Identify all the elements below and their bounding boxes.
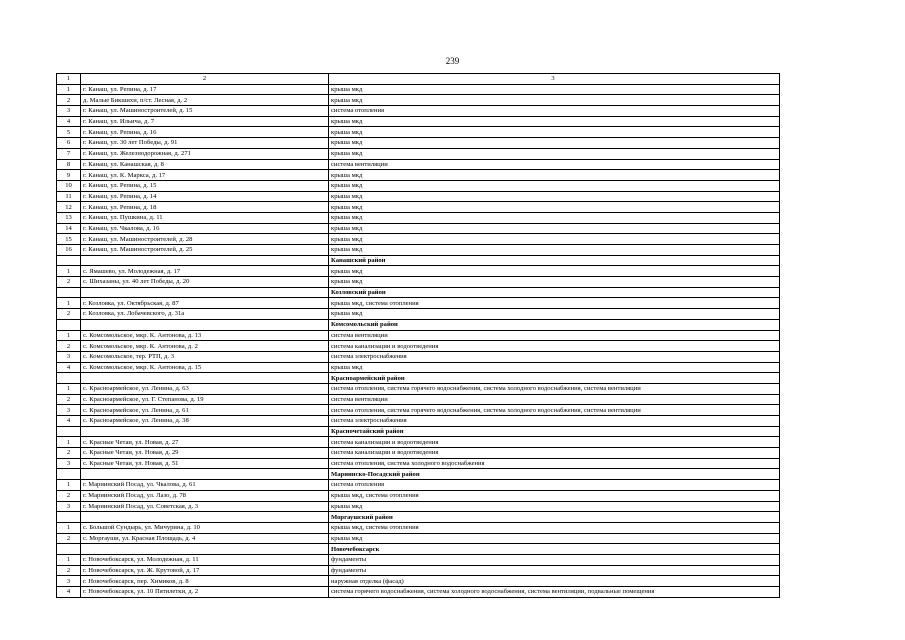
section-header-row bbox=[57, 544, 780, 555]
row-address: с. Красноармейское, ул. Г. Степанова, д. 19 bbox=[81, 394, 329, 405]
table-row bbox=[57, 127, 780, 138]
row-number: 12 bbox=[57, 202, 81, 213]
row-work-type: крыша мкд, система отопления bbox=[329, 490, 780, 501]
table-row bbox=[57, 458, 780, 469]
column-header-row bbox=[57, 74, 780, 85]
row-work-type: крыша мкд bbox=[329, 138, 780, 149]
row-work-type: система отопления bbox=[329, 480, 780, 491]
row-address: г. Канаш, ул. Машиностроителей, д. 15 bbox=[81, 106, 329, 117]
row-number: 1 bbox=[57, 437, 81, 448]
row-address: с. Комсомольское, мкр. К. Антонова, д. 13 bbox=[81, 330, 329, 341]
table-row bbox=[57, 234, 780, 245]
table-row bbox=[57, 180, 780, 191]
row-number: 4 bbox=[57, 362, 81, 373]
row-address: г. Канаш, ул. Репина, д. 18 bbox=[81, 202, 329, 213]
row-work-type: крыша мкд bbox=[329, 266, 780, 277]
registry-table bbox=[56, 73, 780, 598]
row-address: г. Канаш, ул. Железнодорожная, д. 271 bbox=[81, 148, 329, 159]
section-title: Моргаушский район bbox=[329, 512, 780, 523]
table-row bbox=[57, 223, 780, 234]
row-number: 2 bbox=[57, 533, 81, 544]
section-header-row bbox=[57, 426, 780, 437]
row-number: 1 bbox=[57, 84, 81, 95]
table-row bbox=[57, 351, 780, 362]
empty-cell bbox=[57, 255, 81, 266]
table-row bbox=[57, 277, 780, 288]
row-number: 3 bbox=[57, 106, 81, 117]
row-number: 4 bbox=[57, 416, 81, 427]
row-address: с. Красноармейское, ул. Ленина, д. 38 bbox=[81, 416, 329, 427]
row-address: с. Красные Четаи, ул. Новая, д. 29 bbox=[81, 448, 329, 459]
table-row bbox=[57, 341, 780, 352]
row-address: с. Шихазаны, ул. 40 лет Победы, д. 20 bbox=[81, 277, 329, 288]
row-address: г. Канаш, ул. Машиностроителей, д. 25 bbox=[81, 245, 329, 256]
row-address: г. Канаш, ул. Канашская, д. 8 bbox=[81, 159, 329, 170]
empty-cell bbox=[81, 373, 329, 384]
row-number: 2 bbox=[57, 394, 81, 405]
row-work-type: фундаменты bbox=[329, 554, 780, 565]
table-row bbox=[57, 362, 780, 373]
empty-cell bbox=[81, 426, 329, 437]
row-number: 2 bbox=[57, 490, 81, 501]
empty-cell bbox=[57, 469, 81, 480]
row-address: г. Мариинский Посад, ул. Советская, д. 3 bbox=[81, 501, 329, 512]
row-address: г. Канаш, ул. Машиностроителей, д. 28 bbox=[81, 234, 329, 245]
column-header-work: 3 bbox=[329, 74, 780, 85]
row-address: г. Канаш, ул. Ильича, д. 7 bbox=[81, 116, 329, 127]
table-row bbox=[57, 437, 780, 448]
row-number: 1 bbox=[57, 330, 81, 341]
table-row bbox=[57, 405, 780, 416]
row-address: г. Канаш, ул. Репина, д. 14 bbox=[81, 191, 329, 202]
row-number: 15 bbox=[57, 234, 81, 245]
row-number: 2 bbox=[57, 448, 81, 459]
empty-cell bbox=[81, 544, 329, 555]
row-address: с. Комсомольское, мкр. К. Антонова, д. 15 bbox=[81, 362, 329, 373]
row-number: 2 bbox=[57, 341, 81, 352]
table-row bbox=[57, 330, 780, 341]
page-number: 239 bbox=[445, 56, 460, 66]
table-row bbox=[57, 448, 780, 459]
row-number: 3 bbox=[57, 576, 81, 587]
row-address: с. Красные Четаи, ул. Новая, д. 51 bbox=[81, 458, 329, 469]
table-row bbox=[57, 159, 780, 170]
row-address: с. Моргауши, ул. Красная Площадь, д. 4 bbox=[81, 533, 329, 544]
row-number: 4 bbox=[57, 587, 81, 598]
table-row bbox=[57, 138, 780, 149]
table-body bbox=[57, 74, 780, 598]
row-address: г. Мариинский Посад, ул. Лазо, д. 78 bbox=[81, 490, 329, 501]
row-number: 13 bbox=[57, 212, 81, 223]
row-work-type: крыша мкд bbox=[329, 148, 780, 159]
row-number: 8 bbox=[57, 159, 81, 170]
row-number: 14 bbox=[57, 223, 81, 234]
table-row bbox=[57, 554, 780, 565]
section-title: Мариинско-Посадский район bbox=[329, 469, 780, 480]
table-row bbox=[57, 266, 780, 277]
row-address: с. Комсомольское, мкр. К. Антонова, д. 2 bbox=[81, 341, 329, 352]
row-work-type: крыша мкд bbox=[329, 212, 780, 223]
row-address: с. Большой Сундырь, ул. Мичурина, д. 10 bbox=[81, 522, 329, 533]
row-address: г. Мариинский Посад, ул. Чкалова, д. 61 bbox=[81, 480, 329, 491]
table-row bbox=[57, 298, 780, 309]
section-title: Новочебоксарск bbox=[329, 544, 780, 555]
empty-cell bbox=[81, 512, 329, 523]
table-row bbox=[57, 191, 780, 202]
row-work-type: система электроснабжения bbox=[329, 351, 780, 362]
table-row bbox=[57, 116, 780, 127]
row-work-type: система канализации и водоотведения bbox=[329, 437, 780, 448]
row-number: 7 bbox=[57, 148, 81, 159]
table-row bbox=[57, 533, 780, 544]
row-work-type: система отопления, система холодного водоснабжения bbox=[329, 458, 780, 469]
table-row bbox=[57, 212, 780, 223]
empty-cell bbox=[81, 287, 329, 298]
section-header-row bbox=[57, 373, 780, 384]
row-address: г. Канаш, ул. Репина, д. 16 bbox=[81, 127, 329, 138]
table-row bbox=[57, 480, 780, 491]
row-address: с. Красноармейское, ул. Ленина, д. 61 bbox=[81, 405, 329, 416]
row-work-type: система канализации и водоотведения bbox=[329, 448, 780, 459]
row-number: 6 bbox=[57, 138, 81, 149]
row-work-type: наружная отделка (фасад) bbox=[329, 576, 780, 587]
row-number: 3 bbox=[57, 351, 81, 362]
row-work-type: система вентиляции bbox=[329, 394, 780, 405]
row-work-type: крыша мкд, система отопления bbox=[329, 298, 780, 309]
row-address: г. Новочебоксарск, ул. 10 Пятилетки, д. 2 bbox=[81, 587, 329, 598]
section-header-row bbox=[57, 287, 780, 298]
table-row bbox=[57, 522, 780, 533]
row-number: 2 bbox=[57, 565, 81, 576]
empty-cell bbox=[57, 544, 81, 555]
row-address: г. Канаш, ул. Чкалова, д. 16 bbox=[81, 223, 329, 234]
row-work-type: крыша мкд bbox=[329, 234, 780, 245]
row-work-type: крыша мкд bbox=[329, 533, 780, 544]
empty-cell bbox=[81, 319, 329, 330]
row-work-type: крыша мкд bbox=[329, 116, 780, 127]
row-work-type: система отопления, система горячего водоснабжения, система холодного водоснабжения, система вентиляции bbox=[329, 405, 780, 416]
row-work-type: фундаменты bbox=[329, 565, 780, 576]
section-title: Красночетайский район bbox=[329, 426, 780, 437]
row-work-type: крыша мкд bbox=[329, 127, 780, 138]
row-work-type: крыша мкд bbox=[329, 501, 780, 512]
row-work-type: крыша мкд bbox=[329, 277, 780, 288]
table-row bbox=[57, 394, 780, 405]
row-work-type: крыша мкд, система отопления bbox=[329, 522, 780, 533]
section-title: Комсомольский район bbox=[329, 319, 780, 330]
section-header-row bbox=[57, 469, 780, 480]
table-row bbox=[57, 587, 780, 598]
row-address: г. Новочебоксарск, ул. Молодежная, д. 11 bbox=[81, 554, 329, 565]
section-header-row bbox=[57, 512, 780, 523]
table-row bbox=[57, 490, 780, 501]
table-row bbox=[57, 576, 780, 587]
empty-cell bbox=[57, 426, 81, 437]
row-number: 3 bbox=[57, 405, 81, 416]
row-work-type: крыша мкд bbox=[329, 191, 780, 202]
column-header-number: 1 bbox=[57, 74, 81, 85]
row-work-type: крыша мкд bbox=[329, 362, 780, 373]
row-address: г. Канаш, ул. 30 лет Победы, д. 91 bbox=[81, 138, 329, 149]
table-row bbox=[57, 383, 780, 394]
table-row bbox=[57, 202, 780, 213]
row-address: с. Красноармейское, ул. Ленина, д. 63 bbox=[81, 383, 329, 394]
table-row bbox=[57, 148, 780, 159]
row-number: 2 bbox=[57, 95, 81, 106]
table-row bbox=[57, 309, 780, 320]
row-work-type: система отопления bbox=[329, 106, 780, 117]
section-header-row bbox=[57, 255, 780, 266]
section-title: Канашский район bbox=[329, 255, 780, 266]
section-title: Красноармейский район bbox=[329, 373, 780, 384]
row-number: 11 bbox=[57, 191, 81, 202]
row-address: г. Новочебоксарск, пер. Химиков, д. 8 bbox=[81, 576, 329, 587]
row-address: г. Канаш, ул. Репина, д. 17 bbox=[81, 84, 329, 95]
empty-cell bbox=[57, 319, 81, 330]
table-row bbox=[57, 84, 780, 95]
column-header-address: 2 bbox=[81, 74, 329, 85]
row-number: 3 bbox=[57, 458, 81, 469]
row-work-type: крыша мкд bbox=[329, 223, 780, 234]
row-address: г. Козловка, ул. Октябрьская, д. 87 bbox=[81, 298, 329, 309]
row-work-type: система горячего водоснабжения, система холодного водоснабжения, система вентиляции, подвальные помещения bbox=[329, 587, 780, 598]
row-address: г. Канаш, ул. Репина, д. 15 bbox=[81, 180, 329, 191]
row-work-type: крыша мкд bbox=[329, 84, 780, 95]
table-row bbox=[57, 95, 780, 106]
row-work-type: крыша мкд bbox=[329, 180, 780, 191]
row-number: 10 bbox=[57, 180, 81, 191]
table-row bbox=[57, 170, 780, 181]
row-work-type: крыша мкд bbox=[329, 170, 780, 181]
row-address: г. Канаш, ул. К. Маркса, д. 17 bbox=[81, 170, 329, 181]
row-work-type: система отопления, система горячего водоснабжения, система холодного водоснабжения, система вентиляции bbox=[329, 383, 780, 394]
row-number: 1 bbox=[57, 298, 81, 309]
empty-cell bbox=[81, 255, 329, 266]
row-address: г. Козловка, ул. Лобачевского, д. 31а bbox=[81, 309, 329, 320]
row-number: 4 bbox=[57, 116, 81, 127]
empty-cell bbox=[57, 287, 81, 298]
row-number: 2 bbox=[57, 277, 81, 288]
row-work-type: система канализации и водоотведения bbox=[329, 341, 780, 352]
table-row bbox=[57, 245, 780, 256]
row-number: 1 bbox=[57, 266, 81, 277]
empty-cell bbox=[81, 469, 329, 480]
row-number: 1 bbox=[57, 383, 81, 394]
row-number: 16 bbox=[57, 245, 81, 256]
table-row bbox=[57, 501, 780, 512]
row-number: 1 bbox=[57, 522, 81, 533]
empty-cell bbox=[57, 512, 81, 523]
row-address: г. Канаш, ул. Пушкина, д. 11 bbox=[81, 212, 329, 223]
row-number: 9 bbox=[57, 170, 81, 181]
row-number: 1 bbox=[57, 554, 81, 565]
row-number: 3 bbox=[57, 501, 81, 512]
empty-cell bbox=[57, 373, 81, 384]
row-address: д. Малые Бикшихи, п/ст. Лесная, д. 2 bbox=[81, 95, 329, 106]
row-number: 5 bbox=[57, 127, 81, 138]
row-number: 2 bbox=[57, 309, 81, 320]
row-number: 1 bbox=[57, 480, 81, 491]
row-work-type: крыша мкд bbox=[329, 309, 780, 320]
row-work-type: крыша мкд bbox=[329, 202, 780, 213]
section-title: Козловский район bbox=[329, 287, 780, 298]
row-address: с. Ямашево, ул. Молодежная, д. 17 bbox=[81, 266, 329, 277]
row-work-type: система вентиляции bbox=[329, 159, 780, 170]
table-row bbox=[57, 106, 780, 117]
row-work-type: система вентиляции bbox=[329, 330, 780, 341]
row-address: с. Комсомольское, тер. РТП, д. 3 bbox=[81, 351, 329, 362]
table-row bbox=[57, 565, 780, 576]
row-work-type: система электроснабжения bbox=[329, 416, 780, 427]
table-row bbox=[57, 416, 780, 427]
row-address: г. Новочебоксарск, ул. Ж. Крутовой, д. 17 bbox=[81, 565, 329, 576]
row-address: с. Красные Четаи, ул. Новая, д. 27 bbox=[81, 437, 329, 448]
section-header-row bbox=[57, 319, 780, 330]
row-work-type: крыша мкд bbox=[329, 95, 780, 106]
row-work-type: крыша мкд bbox=[329, 245, 780, 256]
